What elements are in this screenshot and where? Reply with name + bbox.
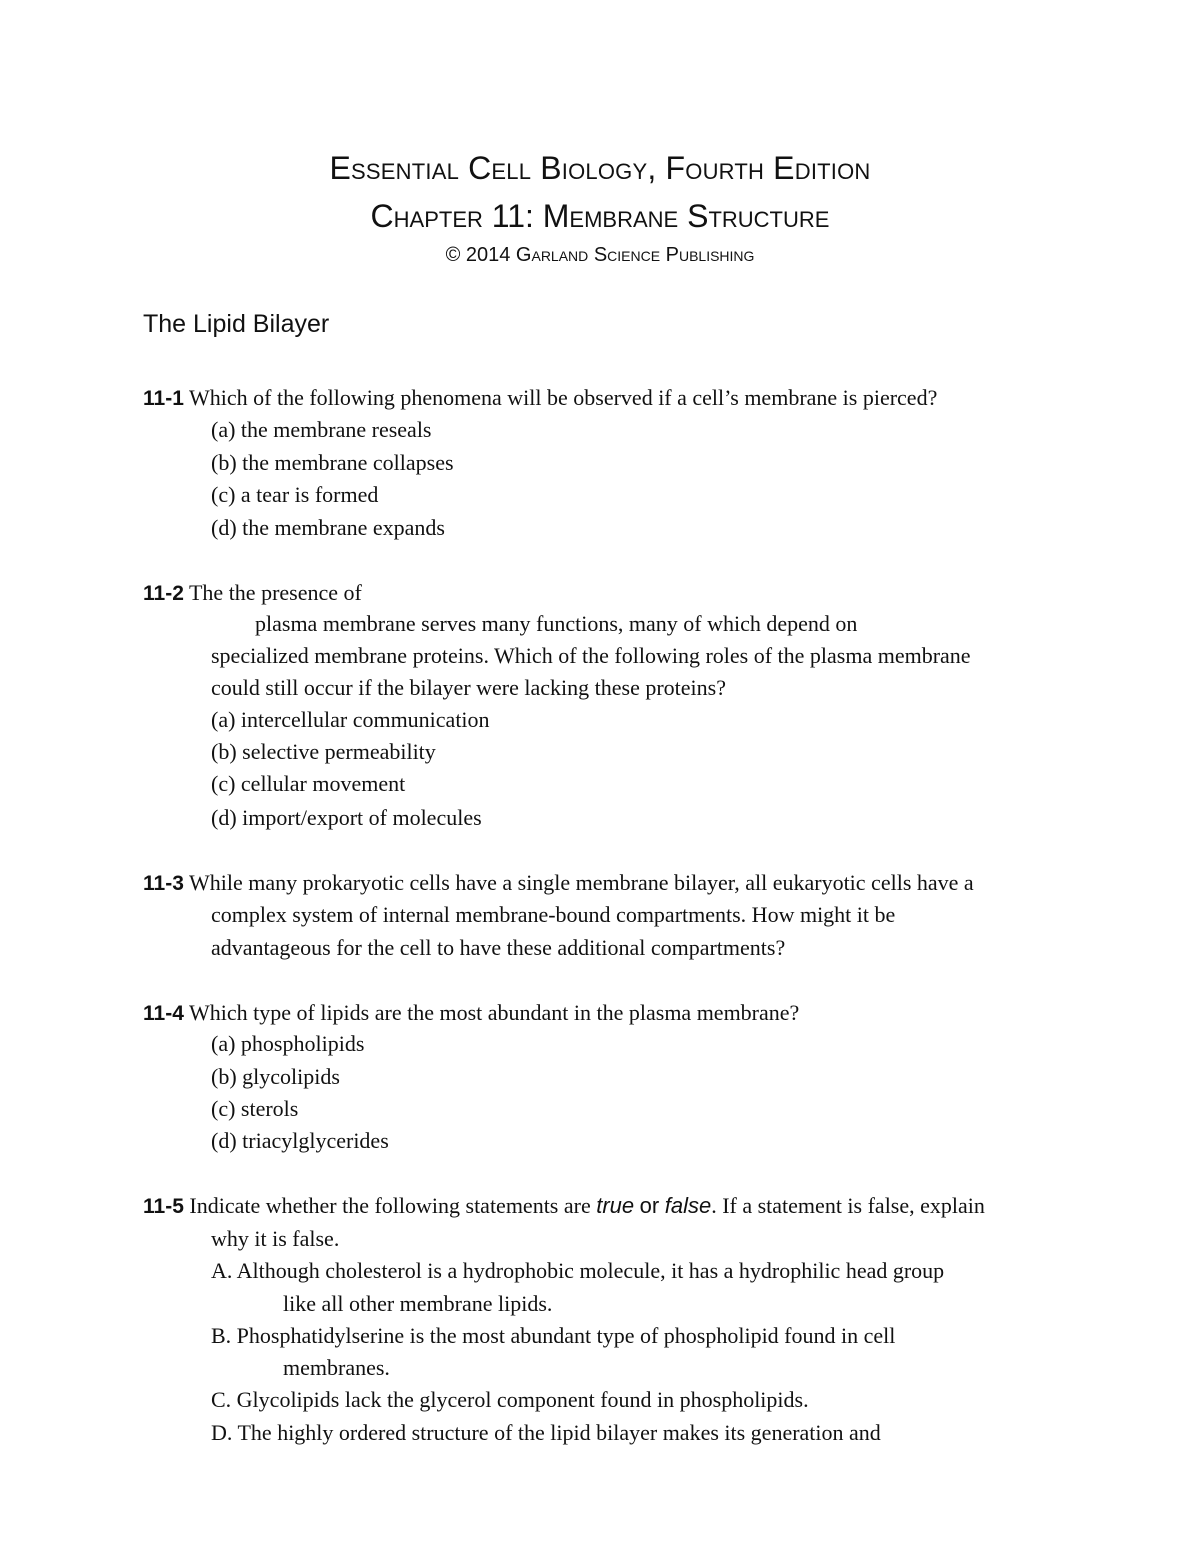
option-c: (c) cellular movement (211, 771, 406, 796)
option-c: (c) a tear is formed (211, 482, 379, 507)
book-title: Essential Cell Biology, Fourth Edition (329, 150, 871, 186)
statement-a-continued: like all other membrane lipids. (283, 1291, 553, 1316)
question-text: Which of the following phenomena will be observed if a cell’s membrane is pierced? (188, 385, 938, 410)
question-11-1 (143, 384, 937, 414)
option-a: (a) phospholipids (211, 1031, 365, 1056)
option-d: (d) import/export of molecules (211, 805, 482, 830)
option-b: (b) the membrane collapses (211, 450, 454, 475)
statement-b-continued: membranes. (283, 1355, 390, 1380)
option-d: (d) the membrane expands (211, 515, 445, 540)
question-text: The the presence of (188, 580, 362, 605)
question-11-2 (143, 579, 362, 609)
option-d: (d) triacylglycerides (211, 1128, 389, 1153)
question-number: 11-5 (143, 1195, 184, 1218)
question-11-3 (143, 869, 974, 899)
question-text-line: specialized membrane proteins. Which of the following roles of the plasma membrane (211, 643, 971, 668)
statement-d: D. The highly ordered structure of the lipid bilayer makes its generation and (211, 1420, 881, 1445)
word-true: true (596, 1193, 635, 1218)
question-number: 11-1 (143, 387, 184, 410)
question-text: While many prokaryotic cells have a single membrane bilayer, all eukaryotic cells have a (188, 870, 974, 895)
option-a: (a) intercellular communication (211, 707, 490, 732)
option-b: (b) selective permeability (211, 739, 436, 764)
statement-a: A. Although cholesterol is a hydrophobic molecule, it has a hydrophilic head group (211, 1258, 945, 1283)
question-text-line: complex system of internal membrane-bound compartments. How might it be (211, 902, 896, 927)
option-a: (a) the membrane reseals (211, 417, 432, 442)
option-c: (c) sterols (211, 1096, 299, 1121)
question-number: 11-2 (143, 582, 184, 605)
section-heading: The Lipid Bilayer (143, 310, 330, 338)
question-number: 11-3 (143, 872, 184, 895)
word-or: or (639, 1193, 660, 1218)
question-text: . If a statement is false, explain (711, 1193, 985, 1218)
option-b: (b) glycolipids (211, 1064, 340, 1089)
question-text-line: advantageous for the cell to have these additional compartments? (211, 935, 786, 960)
question-text-line: why it is false. (211, 1226, 340, 1251)
word-false: false (664, 1193, 712, 1218)
statement-b: B. Phosphatidylserine is the most abundant type of phospholipid found in cell (211, 1323, 896, 1348)
question-11-5 (143, 1192, 985, 1222)
statement-c: C. Glycolipids lack the glycerol component found in phospholipids. (211, 1387, 809, 1412)
question-text: Indicate whether the following statements are (189, 1193, 591, 1218)
question-text: Which type of lipids are the most abundant in the plasma membrane? (188, 1000, 800, 1025)
question-number: 11-4 (143, 1002, 184, 1025)
copyright-line: © 2014 Garland Science Publishing (445, 244, 755, 266)
question-text-line: could still occur if the bilayer were lacking these proteins? (211, 675, 726, 700)
question-text-line: plasma membrane serves many functions, many of which depend on (255, 611, 858, 636)
chapter-title: Chapter 11: Membrane Structure (370, 198, 830, 234)
question-11-4 (143, 999, 799, 1029)
